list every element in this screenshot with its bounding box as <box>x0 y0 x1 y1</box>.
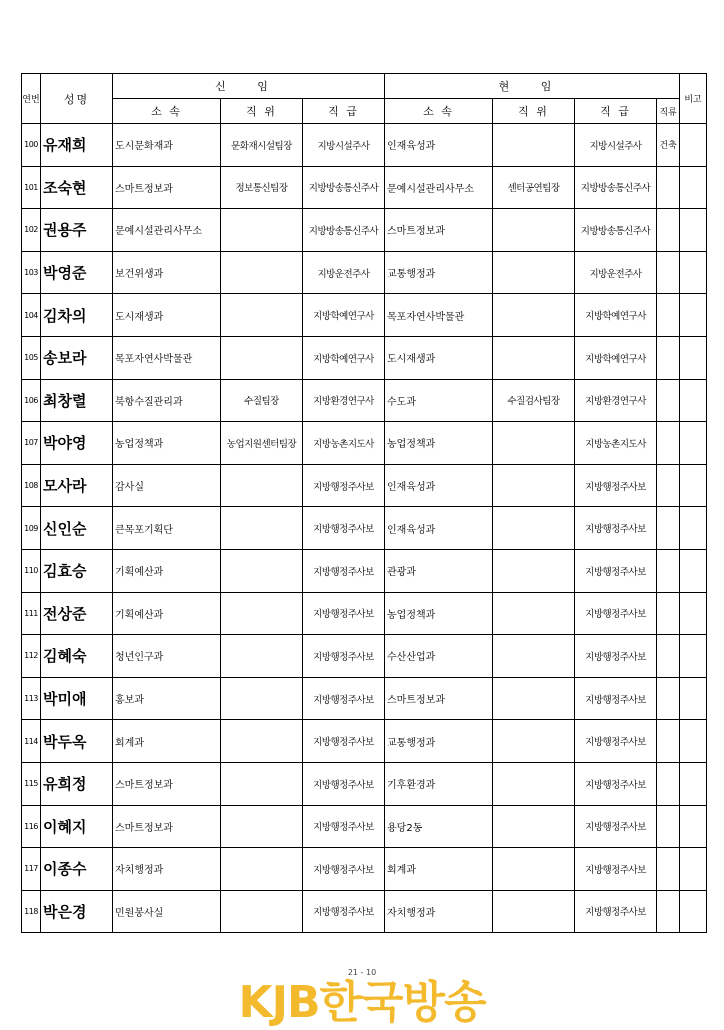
current-dept-cell: 인재육성과 <box>385 464 493 507</box>
header-new-position: 직 위 <box>221 99 303 124</box>
seq-cell: 102 <box>22 209 41 252</box>
table-row <box>22 251 707 294</box>
seq-cell: 104 <box>22 294 41 337</box>
table-row <box>22 124 707 167</box>
table-row <box>22 549 707 592</box>
table-row <box>22 592 707 635</box>
current-dept-cell: 관광과 <box>385 549 493 592</box>
current-position-cell <box>493 549 575 592</box>
table-row <box>22 507 707 550</box>
new-dept-cell: 큰목포기획단 <box>113 507 221 550</box>
name-cell: 권용주 <box>41 209 113 252</box>
current-dept-cell: 교통행정과 <box>385 720 493 763</box>
seq-cell: 103 <box>22 251 41 294</box>
current-position-cell <box>493 890 575 933</box>
current-grade-cell: 지방시설주사 <box>575 124 657 167</box>
current-grade-cell: 지방학예연구사 <box>575 294 657 337</box>
name-cell: 박미애 <box>41 677 113 720</box>
table-row <box>22 848 707 891</box>
new-dept-cell: 보건위생과 <box>113 251 221 294</box>
new-grade-cell: 지방행정주사보 <box>303 507 385 550</box>
current-dept-cell: 기후환경과 <box>385 762 493 805</box>
seq-cell: 112 <box>22 635 41 678</box>
seq-cell: 117 <box>22 848 41 891</box>
new-dept-cell: 기획예산과 <box>113 592 221 635</box>
note-cell <box>680 677 707 720</box>
new-grade-cell: 지방운전주사 <box>303 251 385 294</box>
current-position-cell <box>493 848 575 891</box>
new-dept-cell: 자치행정과 <box>113 848 221 891</box>
new-dept-cell: 민원봉사실 <box>113 890 221 933</box>
note-cell <box>680 848 707 891</box>
name-cell: 이혜지 <box>41 805 113 848</box>
seq-cell: 109 <box>22 507 41 550</box>
new-grade-cell: 지방학예연구사 <box>303 294 385 337</box>
kind-cell <box>657 635 680 678</box>
current-grade-cell: 지방운전주사 <box>575 251 657 294</box>
table-row <box>22 720 707 763</box>
new-position-cell: 문화재시설팀장 <box>221 124 303 167</box>
name-cell: 유희정 <box>41 762 113 805</box>
table-row <box>22 294 707 337</box>
new-position-cell <box>221 592 303 635</box>
seq-cell: 113 <box>22 677 41 720</box>
note-cell <box>680 890 707 933</box>
kind-cell <box>657 166 680 209</box>
new-grade-cell: 지방학예연구사 <box>303 336 385 379</box>
current-position-cell <box>493 720 575 763</box>
seq-cell: 108 <box>22 464 41 507</box>
current-position-cell <box>493 805 575 848</box>
current-dept-cell: 스마트정보과 <box>385 677 493 720</box>
new-grade-cell: 지방시설주사 <box>303 124 385 167</box>
current-position-cell <box>493 762 575 805</box>
new-grade-cell: 지방환경연구사 <box>303 379 385 422</box>
kind-cell <box>657 379 680 422</box>
kind-cell <box>657 677 680 720</box>
table-row <box>22 677 707 720</box>
kind-cell <box>657 890 680 933</box>
new-grade-cell: 지방행정주사보 <box>303 762 385 805</box>
new-position-cell: 정보통신팀장 <box>221 166 303 209</box>
new-dept-cell: 기획예산과 <box>113 549 221 592</box>
name-cell: 김효승 <box>41 549 113 592</box>
current-dept-cell: 인재육성과 <box>385 124 493 167</box>
table-body <box>22 124 707 933</box>
current-position-cell <box>493 422 575 465</box>
note-cell <box>680 762 707 805</box>
kind-cell <box>657 507 680 550</box>
table-row <box>22 805 707 848</box>
seq-cell: 118 <box>22 890 41 933</box>
kind-cell <box>657 464 680 507</box>
name-cell: 김차의 <box>41 294 113 337</box>
current-dept-cell: 회계과 <box>385 848 493 891</box>
kind-cell <box>657 848 680 891</box>
new-position-cell <box>221 848 303 891</box>
new-dept-cell: 감사실 <box>113 464 221 507</box>
current-dept-cell: 도시재생과 <box>385 336 493 379</box>
current-grade-cell: 지방농촌지도사 <box>575 422 657 465</box>
seq-cell: 105 <box>22 336 41 379</box>
new-position-cell: 수질팀장 <box>221 379 303 422</box>
note-cell <box>680 592 707 635</box>
table-row <box>22 379 707 422</box>
current-position-cell <box>493 209 575 252</box>
current-grade-cell: 지방행정주사보 <box>575 549 657 592</box>
new-dept-cell: 스마트정보과 <box>113 762 221 805</box>
new-dept-cell: 도시재생과 <box>113 294 221 337</box>
seq-cell: 115 <box>22 762 41 805</box>
kind-cell: 건축 <box>657 124 680 167</box>
new-grade-cell: 지방행정주사보 <box>303 890 385 933</box>
new-dept-cell: 스마트정보과 <box>113 805 221 848</box>
new-grade-cell: 지방방송통신주사 <box>303 209 385 252</box>
seq-cell: 101 <box>22 166 41 209</box>
seq-cell: 111 <box>22 592 41 635</box>
new-grade-cell: 지방행정주사보 <box>303 464 385 507</box>
table-row <box>22 336 707 379</box>
table-row <box>22 422 707 465</box>
note-cell <box>680 549 707 592</box>
current-position-cell <box>493 464 575 507</box>
new-dept-cell: 목포자연사박물관 <box>113 336 221 379</box>
name-cell: 김혜숙 <box>41 635 113 678</box>
new-position-cell <box>221 762 303 805</box>
current-grade-cell: 지방행정주사보 <box>575 635 657 678</box>
new-position-cell <box>221 549 303 592</box>
header-name: 성명 <box>41 74 113 124</box>
current-dept-cell: 스마트정보과 <box>385 209 493 252</box>
new-position-cell <box>221 720 303 763</box>
current-position-cell: 센터공연팀장 <box>493 166 575 209</box>
kind-cell <box>657 209 680 252</box>
table-row <box>22 209 707 252</box>
current-dept-cell: 목포자연사박물관 <box>385 294 493 337</box>
current-dept-cell: 농업정책과 <box>385 592 493 635</box>
current-grade-cell: 지방행정주사보 <box>575 848 657 891</box>
new-position-cell <box>221 251 303 294</box>
kind-cell <box>657 805 680 848</box>
table-row <box>22 635 707 678</box>
header-current-grade: 직 급 <box>575 99 657 124</box>
note-cell <box>680 635 707 678</box>
current-grade-cell: 지방행정주사보 <box>575 805 657 848</box>
seq-cell: 116 <box>22 805 41 848</box>
kind-cell <box>657 762 680 805</box>
current-dept-cell: 용당2동 <box>385 805 493 848</box>
seq-cell: 114 <box>22 720 41 763</box>
current-grade-cell: 지방행정주사보 <box>575 890 657 933</box>
new-position-cell <box>221 507 303 550</box>
seq-cell: 100 <box>22 124 41 167</box>
table-row <box>22 890 707 933</box>
new-dept-cell: 도시문화재과 <box>113 124 221 167</box>
new-dept-cell: 스마트정보과 <box>113 166 221 209</box>
new-dept-cell: 문예시설관리사무소 <box>113 209 221 252</box>
new-dept-cell: 북항수질관리과 <box>113 379 221 422</box>
table-row <box>22 464 707 507</box>
name-cell: 조숙현 <box>41 166 113 209</box>
new-grade-cell: 지방행정주사보 <box>303 677 385 720</box>
name-cell: 신인순 <box>41 507 113 550</box>
new-position-cell <box>221 890 303 933</box>
header-current-group: 현 임 <box>385 74 680 99</box>
name-cell: 박두옥 <box>41 720 113 763</box>
new-grade-cell: 지방방송통신주사 <box>303 166 385 209</box>
seq-cell: 110 <box>22 549 41 592</box>
new-position-cell <box>221 294 303 337</box>
new-dept-cell: 회계과 <box>113 720 221 763</box>
new-grade-cell: 지방행정주사보 <box>303 592 385 635</box>
kind-cell <box>657 294 680 337</box>
kind-cell <box>657 720 680 763</box>
kind-cell <box>657 592 680 635</box>
new-dept-cell: 홍보과 <box>113 677 221 720</box>
header-current-dept: 소 속 <box>385 99 493 124</box>
current-dept-cell: 문예시설관리사무소 <box>385 166 493 209</box>
header-new-grade: 직 급 <box>303 99 385 124</box>
current-position-cell <box>493 294 575 337</box>
new-dept-cell: 농업정책과 <box>113 422 221 465</box>
current-dept-cell: 자치행정과 <box>385 890 493 933</box>
current-dept-cell: 농업정책과 <box>385 422 493 465</box>
name-cell: 유재희 <box>41 124 113 167</box>
note-cell <box>680 124 707 167</box>
name-cell: 모사라 <box>41 464 113 507</box>
current-grade-cell: 지방행정주사보 <box>575 464 657 507</box>
note-cell <box>680 720 707 763</box>
new-grade-cell: 지방행정주사보 <box>303 635 385 678</box>
note-cell <box>680 805 707 848</box>
header-seq: 연번 <box>22 74 41 124</box>
note-cell <box>680 251 707 294</box>
current-grade-cell: 지방방송통신주사 <box>575 209 657 252</box>
note-cell <box>680 379 707 422</box>
header-current-position: 직 위 <box>493 99 575 124</box>
name-cell: 이종수 <box>41 848 113 891</box>
name-cell: 송보라 <box>41 336 113 379</box>
new-grade-cell: 지방행정주사보 <box>303 720 385 763</box>
name-cell: 박영준 <box>41 251 113 294</box>
new-position-cell <box>221 805 303 848</box>
note-cell <box>680 422 707 465</box>
current-grade-cell: 지방행정주사보 <box>575 507 657 550</box>
page-number: 21 - 10 <box>347 968 377 977</box>
new-position-cell <box>221 677 303 720</box>
current-position-cell <box>493 124 575 167</box>
current-grade-cell: 지방환경연구사 <box>575 379 657 422</box>
current-grade-cell: 지방행정주사보 <box>575 677 657 720</box>
current-grade-cell: 지방행정주사보 <box>575 720 657 763</box>
current-dept-cell: 교통행정과 <box>385 251 493 294</box>
current-grade-cell: 지방학예연구사 <box>575 336 657 379</box>
current-position-cell <box>493 592 575 635</box>
note-cell <box>680 166 707 209</box>
current-dept-cell: 수산산업과 <box>385 635 493 678</box>
note-cell <box>680 507 707 550</box>
note-cell <box>680 209 707 252</box>
current-position-cell <box>493 677 575 720</box>
kind-cell <box>657 336 680 379</box>
new-position-cell <box>221 635 303 678</box>
current-grade-cell: 지방행정주사보 <box>575 592 657 635</box>
watermark-logo: KJB한국방송 <box>238 977 486 1028</box>
current-position-cell <box>493 635 575 678</box>
header-kind: 직류 <box>657 99 680 124</box>
seq-cell: 106 <box>22 379 41 422</box>
kind-cell <box>657 549 680 592</box>
personnel-table <box>21 73 707 933</box>
name-cell: 최창렬 <box>41 379 113 422</box>
current-position-cell <box>493 251 575 294</box>
new-position-cell: 농업지원센터팀장 <box>221 422 303 465</box>
name-cell: 박은경 <box>41 890 113 933</box>
name-cell: 전상준 <box>41 592 113 635</box>
current-position-cell: 수질검사팀장 <box>493 379 575 422</box>
new-grade-cell: 지방행정주사보 <box>303 848 385 891</box>
kind-cell <box>657 251 680 294</box>
new-grade-cell: 지방행정주사보 <box>303 805 385 848</box>
seq-cell: 107 <box>22 422 41 465</box>
name-cell: 박야영 <box>41 422 113 465</box>
current-grade-cell: 지방행정주사보 <box>575 762 657 805</box>
note-cell <box>680 336 707 379</box>
header-note: 비고 <box>680 74 707 124</box>
new-position-cell <box>221 464 303 507</box>
new-grade-cell: 지방행정주사보 <box>303 549 385 592</box>
new-position-cell <box>221 209 303 252</box>
kind-cell <box>657 422 680 465</box>
current-position-cell <box>493 336 575 379</box>
current-dept-cell: 인재육성과 <box>385 507 493 550</box>
header-new-dept: 소 속 <box>113 99 221 124</box>
note-cell <box>680 464 707 507</box>
note-cell <box>680 294 707 337</box>
new-position-cell <box>221 336 303 379</box>
new-dept-cell: 청년인구과 <box>113 635 221 678</box>
new-grade-cell: 지방농촌지도사 <box>303 422 385 465</box>
current-grade-cell: 지방방송통신주사 <box>575 166 657 209</box>
current-dept-cell: 수도과 <box>385 379 493 422</box>
table-row <box>22 166 707 209</box>
current-position-cell <box>493 507 575 550</box>
header-new-group: 신 임 <box>113 74 385 99</box>
table-row <box>22 762 707 805</box>
